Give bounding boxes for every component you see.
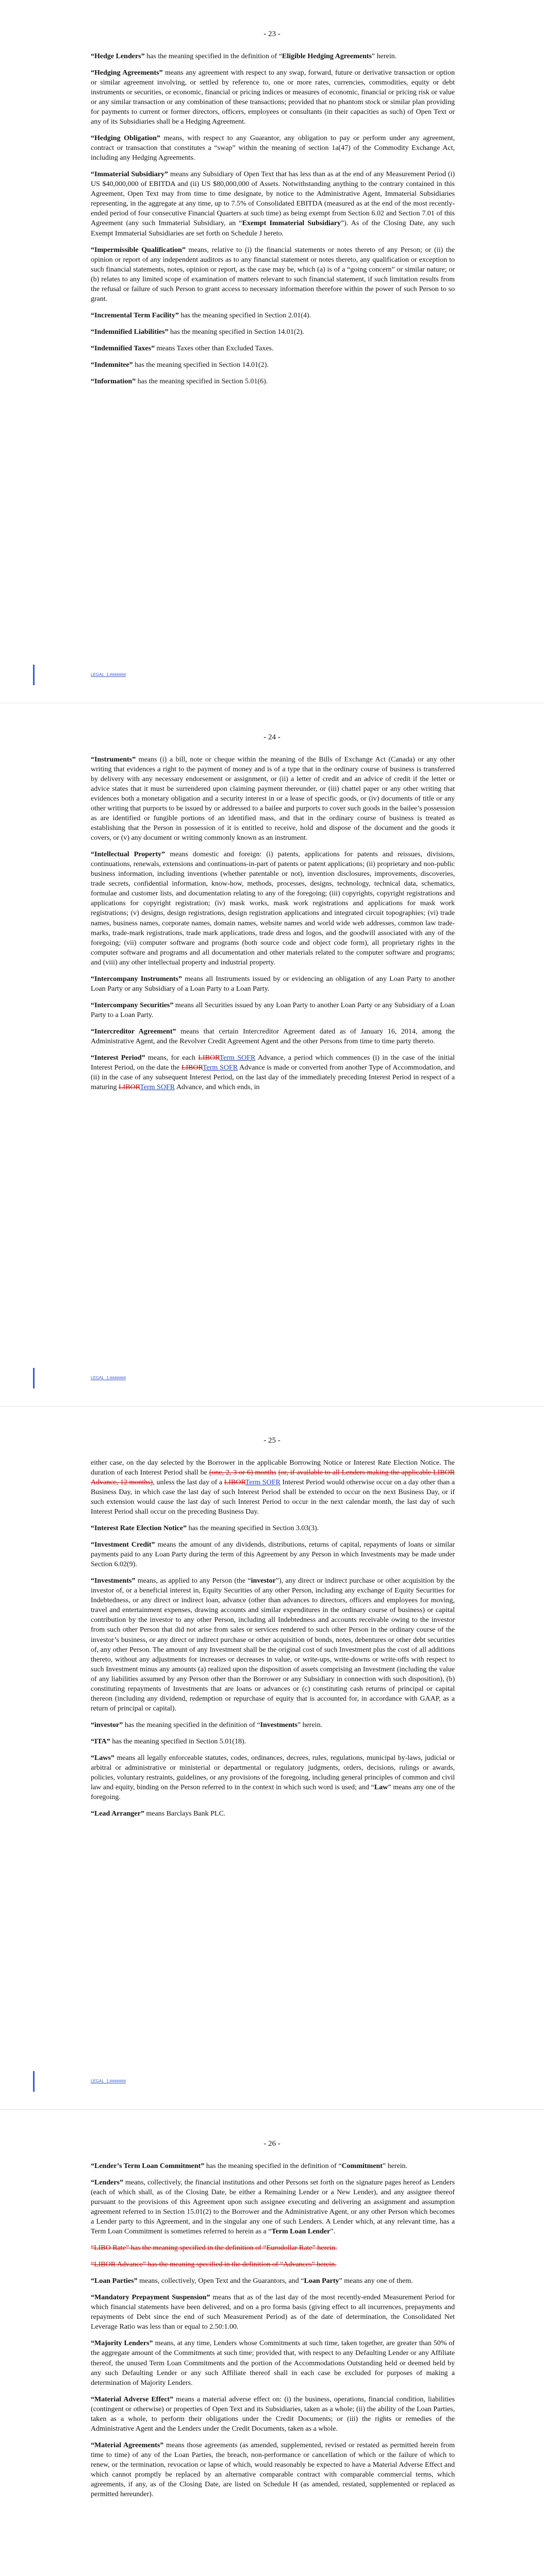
- definition-ita: “ITA” has the meaning specified in Section 5.01(18).: [91, 1737, 246, 1745]
- definition-loan-parties: “Loan Parties” means, collectively, Open Text and the Guarantors, and “Loan Party” means any one of them.: [91, 2277, 413, 2285]
- deleted-text: LIBOR: [181, 1063, 203, 1072]
- definition-immaterial-subsidiary: “Immaterial Subsidiary” means any Subsidiary of Open Text that has less than as at the end of any Measurement Period (i) US $40,000,000 of EBITDA and (ii) US $80,000,000 of Assets. Notwithstanding anything to the contrary contained in this Agreement, Open Text may from time to time designate, by notice to the Administrative Agent, Immaterial Subsidiaries representing, in the aggregate at any time, up to 7.5% of Consolidated EBITDA (measured as at the end of the most recently-ended period of four consecutive Financial Quarters at such time) as being exempt from Section 6.02 and Section 7.01 of this Agreement (any such Immaterial Subsidiary, an “Exempt Immaterial Subsidiary”). As of the Closing Date, any such Exempt Immaterial Subsidiaries are set forth on Schedule J hereto.: [91, 171, 455, 238]
- page-24: [0, 703, 544, 1404]
- page-23: [0, 0, 544, 701]
- definition-intercreditor-agreement: “Intercreditor Agreement” means that certain Intercreditor Agreement dated as of January 16, 2014, among the Administrative Agent, and the Revolver Credit Agreement Agent and the other Persons from time to time party thereto.: [91, 1027, 455, 1045]
- definition-lead-arranger: “Lead Arranger” means Barclays Bank PLC.: [91, 1809, 226, 1818]
- deleted-text: (or, if available to all Lenders making the applicable LIBOR Advance, 12 months): [91, 1469, 455, 1487]
- inserted-text: Term SOFR: [245, 1479, 281, 1487]
- page-number: - 25 -: [263, 1436, 281, 1445]
- inserted-text: Term SOFR: [219, 1054, 256, 1062]
- definition-majority-lenders: “Majority Lenders” means, at any time, Lenders whose Commitments at such time, taken together, are greater than 50% of the aggregate amount of the Commitments at such time; provided that, with respect to any Defaulting Lender or any Affiliate thereof, the unused Term Loan Commitments and the portion of the Accommodations Outstanding held or deemed held by any such Defaulting Lender or any such Affiliate thereof shall in each case be excluded for purposes of making a determination of Majority Lenders.: [91, 2340, 455, 2387]
- page-number: - 26 -: [263, 2140, 281, 2148]
- definition-intercompany-securities: “Intercompany Securities” means all Securities issued by any Loan Party to another Loan Party or any Subsidiary of a Loan Party to a Loan Party.: [91, 1001, 455, 1019]
- deleted-definition-libo-rate: “LIBO Rate” has the meaning specified in the definition of “Eurodollar Rate” herein.: [91, 2244, 337, 2252]
- change-bar: [33, 2071, 35, 2092]
- definition-material-adverse-effect: “Material Adverse Effect” means a material adverse effect on: (i) the business, operations, financial condition, liabilities (contingent or otherwise) or properties of Open Text and its Subsidiaries, taken as a whole; (ii) the ability of the Loan Parties, taken as a whole, to perform their obligations under the Credit Documents; or (iii) the rights or remedies of the Administrative Agent and the Lenders under the Credit Documents, taken as a whole.: [91, 2395, 455, 2433]
- deleted-text: LIBOR: [224, 1479, 245, 1487]
- definition-material-agreements: “Material Agreements” means those agreements (as amended, supplemented, revised or restated as permitted herein from time to time) of any of the Loan Parties, the breach, non-performance or cancellation of which or the failure of which to renew, or the termination, revocation or lapse of which, would reasonably be expected to have a Material Adverse Effect and which cannot promptly be replaced by an alternative comparable contract with comparable commercial terms, which agreements, if any, as of the Closing Date, are listed on Schedule H (as amended, restated, supplemented or replaced as permitted hereunder).: [91, 2441, 455, 2498]
- definition-information: “Information” has the meaning specified in Section 5.01(6).: [91, 377, 268, 385]
- definition-interest-period: “Interest Period” means, for each LIBORTerm SOFR Advance, a period which commences (i) in the case of the initial Interest Period, on the date the LIBORTerm SOFR Advance is made or converted from another Type of Accommodation, and (ii) in the case of any subsequent Interest Period, on the last day of the immediately preceding Interest Period in respect of a maturing LIBORTerm SOFR Advance, and which ends, in: [91, 1054, 455, 1091]
- inserted-text: Term SOFR: [140, 1083, 175, 1091]
- deleted-text: LIBOR: [119, 1083, 140, 1091]
- definition-lenders: “Lenders” means, collectively, the financial institutions and other Persons set forth on the signature pages hereof as Lenders (each of which shall, as of the Closing Date, be either a Remaining Lender or a New Lender), and any assignee thereof pursuant to the provisions of this Agreement upon such assignee executing and delivering an assignment and assumption agreement referred to in Section 15.01(2) to the Borrower and the Administrative Agent, or any other Person which becomes a Lender party to this Agreement, and in the singular any one of such Lenders. A Lender which, at any relevant time, has a Term Loan Commitment is sometimes referred to herein as a “Term Loan Lender”.: [91, 2179, 455, 2236]
- page-25: [0, 1406, 544, 2107]
- page-body: [91, 52, 455, 393]
- page-body: [91, 1458, 455, 1825]
- deleted-text: (one, 2, 3 or 6) months: [209, 1469, 276, 1477]
- definition-intercompany-instruments: “Intercompany Instruments” means all Instruments issued by or evidencing an obligation of any Loan Party to another Loan Party or any Subsidiary of a Loan Party to a Loan Party.: [91, 975, 455, 993]
- page-body: [91, 755, 455, 1099]
- change-bar: [33, 1368, 35, 1388]
- definition-lenders-term-loan-commitment: “Lender’s Term Loan Commitment” has the meaning specified in the definition of “Commitment” herein.: [91, 2162, 408, 2170]
- document-id[interactable]: LEGAL_1:#######: [91, 1376, 126, 1380]
- definition-indemnitee: “Indemnitee” has the meaning specified in Section 14.01(2).: [91, 361, 269, 369]
- definition-hedge-lenders: “Hedge Lenders” has the meaning specified in the definition of “Eligible Hedging Agreements” herein.: [91, 53, 397, 60]
- definition-interest-rate-election-notice: “Interest Rate Election Notice” has the meaning specified in Section 3.03(3).: [91, 1524, 319, 1533]
- definition-investment-credit: “Investment Credit” means the amount of any dividends, distributions, returns of capital, repayments of loans or similar payments paid to any Loan Party during the term of this Agreement by any Person in which Investments may be made under Section 6.02(9).: [91, 1541, 455, 1569]
- definition-hedging-agreements: “Hedging Agreements” means any agreement with respect to any swap, forward, future or derivative transaction or option or similar agreement involving, or settled by reference to, one or more rates, currencies, commodities, equity or debt instruments or securities, or economic, financial or pricing indices or measures of economic, financial or pricing risk or value or any similar transaction or any combination of these transactions; provided that no phantom stock or similar plan providing for payments to current or former directors, officers, employees or consultants (in their capacities as such) of Open Text or any of its Subsidiaries shall be a Hedging Agreement.: [91, 69, 455, 126]
- deleted-text: LIBOR: [198, 1054, 220, 1062]
- definition-investments: “Investments” means, as applied to any Person (the “investor”), any direct or indirect purchase or other acquisition by the investor of, or a beneficial interest in, Equity Securities of any other Person, including any exchange of Equity Securities for Indebtedness, or any direct or indirect loan, advance (other than advances to directors, officers and employees for moving, travel and entertainment expenses, drawing accounts and similar expenditures in the ordinary course of business) or capital contribution by the investor to any other Person, including all Indebtedness and accounts receivable owing to the investor from such other Person that did not arise from sales or services rendered to such other Person in the ordinary course of the investor’s business, or any direct or indirect purchase or other acquisition of bonds, notes, debentures or other debt securities of, any other Person. The amount of any Investment shall be the original cost of such Investment plus the cost of all additions thereto, without any adjustments for increases or decreases in value, or write-ups, write-downs or write-offs with respect to such Investment minus any amounts (a) realized upon the disposition of assets comprising an Investment (including the value of any liabilities assumed by any Person other than the Borrower or any Subsidiary in connection with such disposition), (b) constituting repayments of Investments that are loans or advances or (c) constituting cash returns of principal or capital thereon (including any dividend, redemption or repurchase of equity that is accounted for, in accordance with GAAP, as a return of principal or capital).: [91, 1577, 455, 1713]
- definition-laws: “Laws” means all legally enforceable statutes, codes, ordinances, decrees, rules, regulations, municipal by-laws, judicial or arbitral or administrative or ministerial or departmental or regulatory judgments, orders, decisions, rulings or awards, policies, voluntary restraints, guidelines, or any provisions of the foregoing, including general principles of common and civil law and equity, binding on the Person referred to in the context in which such word is used; and “Law” means any one of the foregoing.: [91, 1754, 455, 1801]
- definition-impermissible-qualification: “Impermissible Qualification” means, relative to (i) the financial statements or notes thereto of any Person; or (ii) the opinion or report of any independent auditors as to any financial statement or notes thereto, any qualification or exception to such financial statements, notes, opinion or report, as the case may be, which (a) is of a “going concern” or similar nature; or (b) relates to any limited scope of examination of matters relevant to such financial statement, if such limitation results from the refusal or failure of such Person to grant access to necessary information therefore within the power of such Person to so grant.: [91, 246, 455, 303]
- definition-hedging-obligation: “Hedging Obligation” means, with respect to any Guarantor, any obligation to pay or perform under any agreement, contract or transaction that constitutes a “swap” within the meaning of section 1a(47) of the Commodity Exchange Act, including any Hedging Agreements.: [91, 134, 455, 162]
- inserted-text: Term SOFR: [202, 1063, 238, 1072]
- definition-mandatory-prepayment-suspension: “Mandatory Prepayment Suspension” means that as of the last day of the most recently-ended Measurement Period for which financial statements have been delivered, and on a pro forma basis (giving effect to all incurrences, prepayments and repayments of Debt since the end of such Measurement Period) as of the date of determination, the Consolidated Net Leverage Ratio was less than or equal to 2.50:1.00.: [91, 2294, 455, 2331]
- definition-instruments: “Instruments” means (i) a bill, note or cheque within the meaning of the Bills of Exchange Act (Canada) or any other writing that evidences a right to the payment of money and is of a type that in the ordinary course of business is transferred by delivery with any necessary endorsement or assignment, or (ii) a letter of credit and an advice of credit if the letter or advice states that it must be surrendered upon claiming payment thereunder, or (iii) chattel paper or any other writing that evidences both a monetary obligation and a security interest in or a lease of specific goods, or (iv) documents of title or any other writing that purports to be issued by or addressed to a bailee and purports to cover such goods in the bailee’s possession as are identified or fungible portions of an identified mass, and that in the ordinary course of business is treated as establishing that the Person in possession of it is entitled to receive, hold and dispose of the document and the goods it covers, or (v) any document or writing commonly known as an instrument.: [91, 756, 455, 842]
- document-id[interactable]: LEGAL_1:#######: [91, 2079, 126, 2083]
- document-id[interactable]: LEGAL_1:#######: [91, 672, 126, 677]
- definition-intellectual-property: “Intellectual Property” means domestic and foreign: (i) patents, applications for patents and reissues, divisions, continuations, renewals, extensions and continuations-in-part of patents or patent applications; (ii) proprietary and non-public business information, including inventions (whether patentable or not), invention disclosures, improvements, discoveries, trade secrets, confidential information, know-how, methods, processes, designs, technology, technical data, schematics, formulae and customer lists, and documentation relating to any of the foregoing; (iii) copyrights, copyright registrations and applications for copyright registration; (iv) mask works, mask work registrations and applications for mask work registrations; (v) designs, design registrations, design registration applications and integrated circuit topographies; (vi) trade names, business names, corporate names, domain names, website names and world wide web addresses, common law trade-marks, trade-mark registrations, trade mark applications, trade dress and logos, and the goodwill associated with any of the foregoing; (vii) computer software and programs (both source code and object code form), all proprietary rights in the computer software and programs and all documentation and other materials related to the computer software and programs; and (viii) any other intellectual property and industrial property.: [91, 851, 455, 967]
- page-number: - 24 -: [263, 733, 281, 741]
- definition-investor: “investor” has the meaning specified in the definition of “Investments” herein.: [91, 1721, 323, 1729]
- deleted-definition-libor-advance: “LIBOR Advance” has the meaning specified in the definition of “Advances” herein.: [91, 2261, 337, 2269]
- page-body: [91, 2161, 455, 2506]
- page-number: - 23 -: [263, 30, 281, 38]
- definition-indemnified-taxes: “Indemnified Taxes” means Taxes other than Excluded Taxes.: [91, 344, 274, 352]
- change-bar: [33, 665, 35, 685]
- interest-period-continued: either case, on the day selected by the Borrower in the applicable Borrowing Notice or Interest Rate Election Notice. The duration of each Interest Period shall be (one, 2, 3 or 6) months (or, if available to all Lenders making the applicable LIBOR Advance, 12 months), unless the last day of a LIBORTerm SOFR Interest Period would otherwise occur on a day other than a Business Day, in which case the last day of such Interest Period shall be extended to occur on the next Business Day, or if such extension would cause the last day of such Interest Period to occur in the next calendar month, the last day of such Interest Period shall occur on the preceding Business Day.: [91, 1459, 455, 1516]
- page-26: [0, 2110, 544, 2576]
- definition-incremental-term-facility: “Incremental Term Facility” has the meaning specified in Section 2.01(4).: [91, 311, 311, 319]
- definition-indemnified-liabilities: “Indemnified Liabilities” has the meaning specified in Section 14.01(2).: [91, 328, 304, 336]
